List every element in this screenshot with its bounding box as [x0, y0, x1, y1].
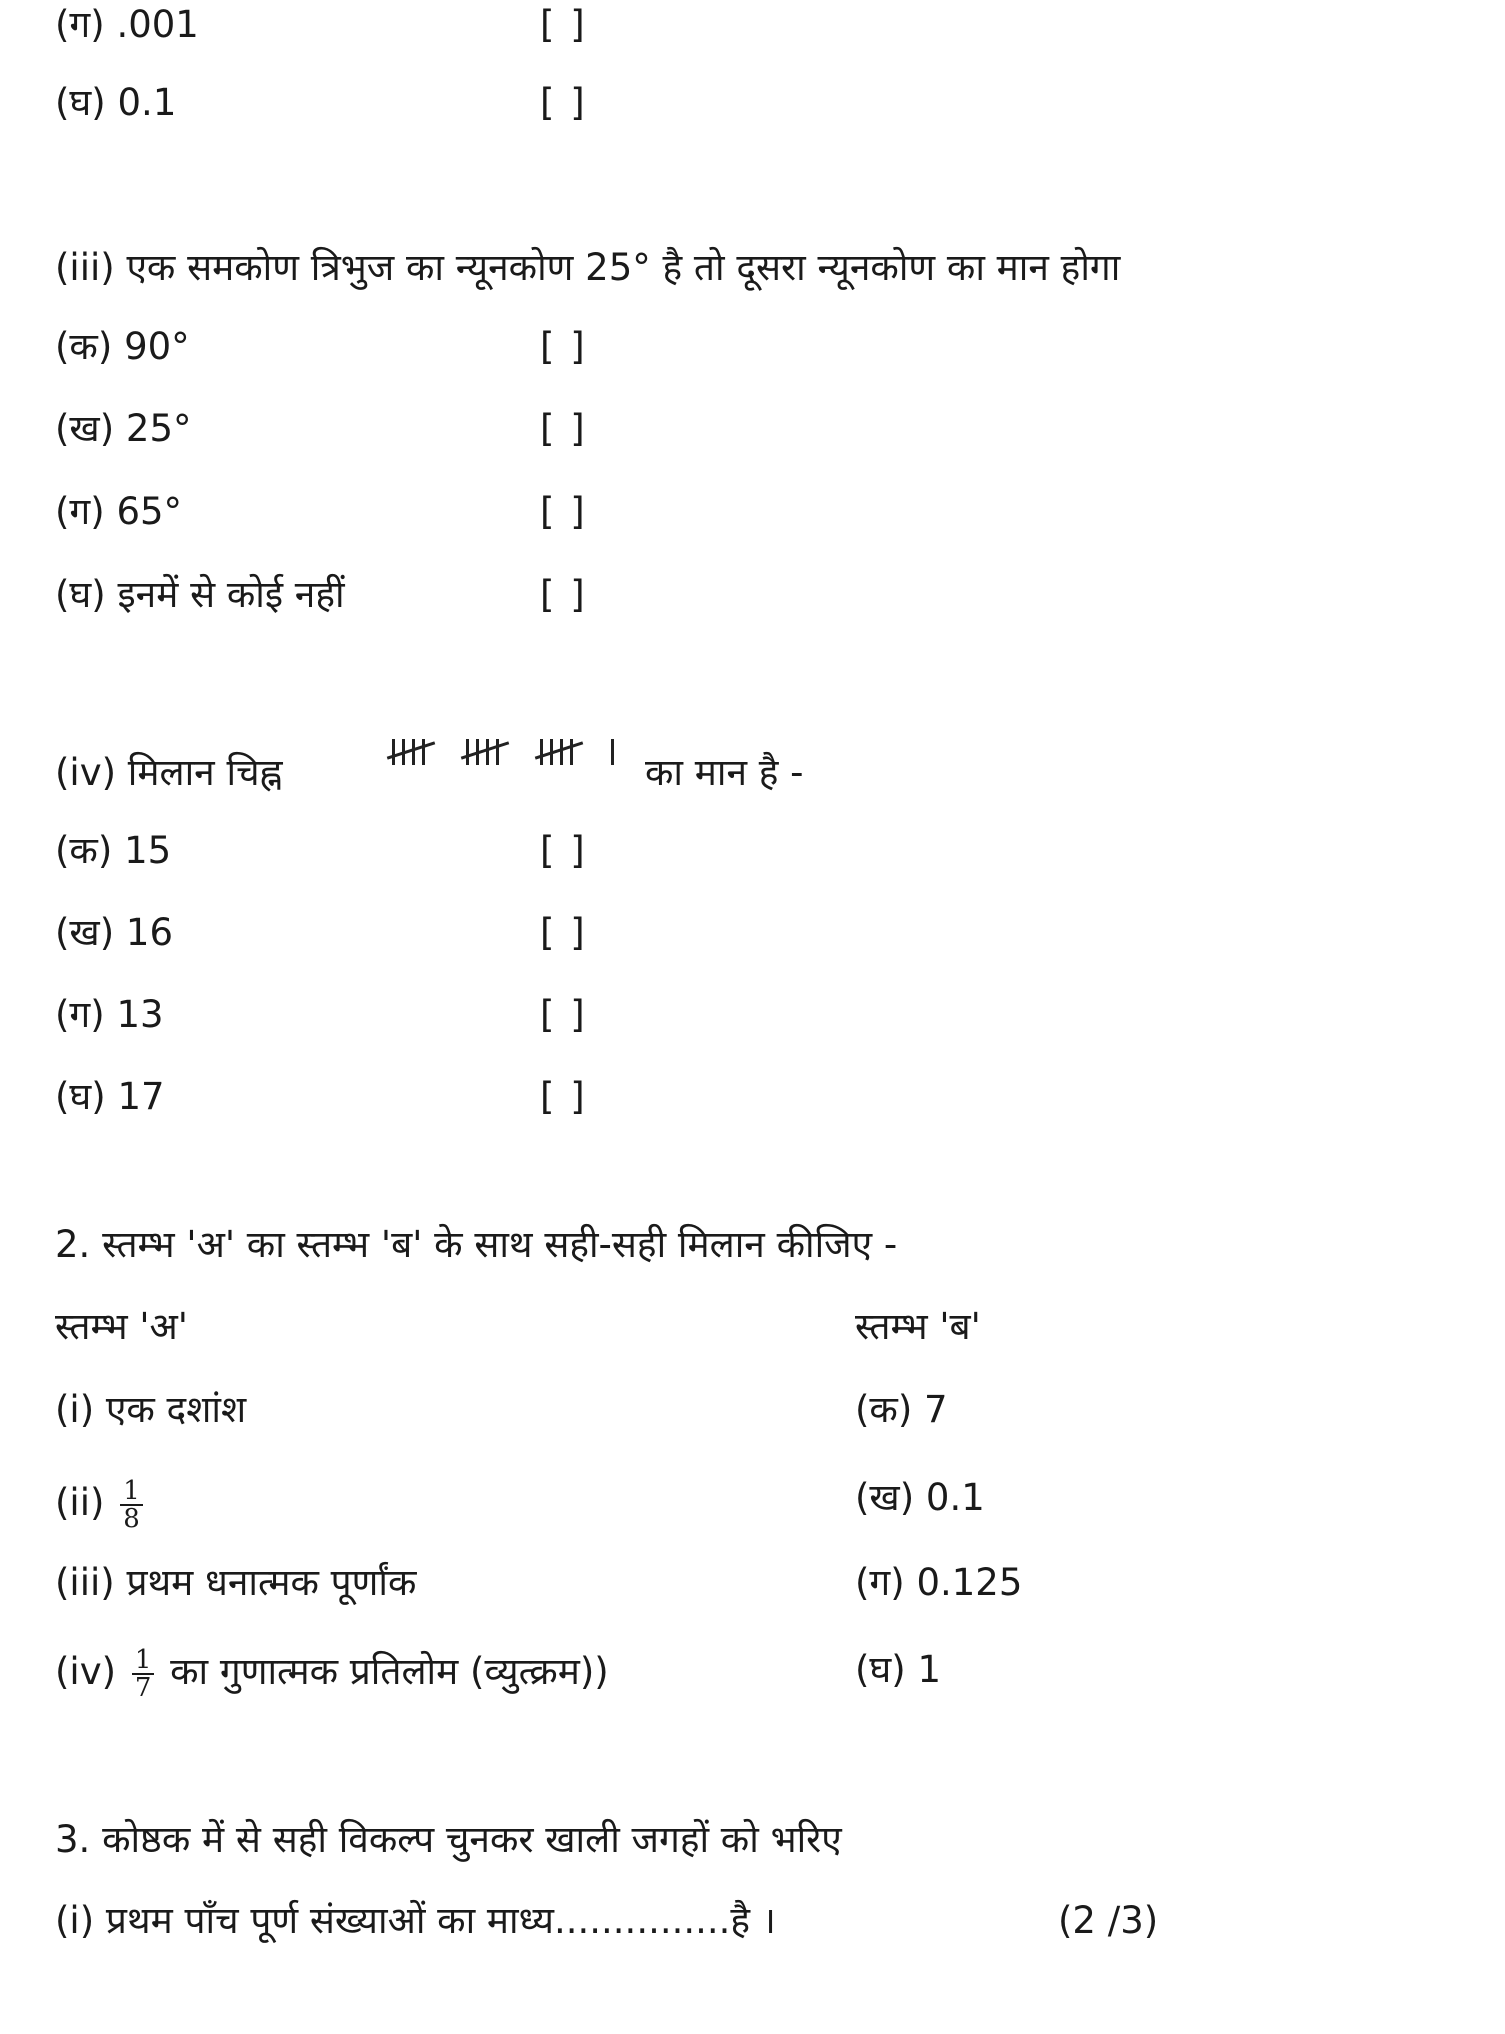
answer-box[interactable]: [ ] [540, 911, 587, 954]
question-3-item-i: (i) प्रथम पाँच पूर्ण संख्याओं का माध्य...............है । [55, 1899, 776, 1942]
answer-box[interactable]: [ ] [540, 3, 587, 46]
column-a-item-i: (i) एक दशांश [55, 1388, 247, 1431]
column-b-item-kha: (ख) 0.1 [855, 1476, 985, 1519]
question-3: 3. कोष्ठक में से सही विकल्प चुनकर खाली जगहों को भरिए [55, 1818, 842, 1861]
question-iv-suffix: का मान है - [645, 751, 804, 794]
tally-group-five [462, 735, 508, 769]
question-2: 2. स्तम्भ 'अ' का स्तम्भ 'ब' के साथ सही-सही मिलान कीजिए - [55, 1223, 898, 1266]
tally-group-five [388, 735, 434, 769]
answer-box[interactable]: [ ] [540, 81, 587, 124]
column-b-item-ka: (क) 7 [855, 1388, 948, 1431]
fraction: $\frac{1}{7}$ [132, 1647, 155, 1701]
column-a-item-iii: (iii) प्रथम धनात्मक पूर्णांक [55, 1561, 417, 1604]
column-a-item-iv: (iv) $\frac{1}{7}$ का गुणात्मक प्रतिलोम (व्युत्क्रम)) [55, 1644, 609, 1703]
option-ka: (क) 15 [55, 829, 172, 872]
answer-box[interactable]: [ ] [540, 407, 587, 450]
column-b-item-gha: (घ) 1 [855, 1648, 942, 1691]
column-b-header: स्तम्भ 'ब' [855, 1305, 981, 1348]
question-iv-prefix: (iv) मिलान चिह्न [55, 751, 283, 794]
option-ga: (ग) .001 [55, 3, 199, 46]
option-gha: (घ) 0.1 [55, 81, 177, 124]
answer-box[interactable]: [ ] [540, 993, 587, 1036]
answer-box[interactable]: [ ] [540, 325, 587, 368]
fraction: $\frac{1}{8}$ [120, 1478, 143, 1532]
tally-group-five [536, 735, 582, 769]
column-a-header: स्तम्भ 'अ' [55, 1305, 188, 1348]
option-kha: (ख) 16 [55, 911, 173, 954]
question-3-item-i-options: (2 /3) [1058, 1899, 1159, 1942]
option-ga: (ग) 13 [55, 993, 164, 1036]
option-ga: (ग) 65° [55, 490, 183, 533]
option-gha: (घ) इनमें से कोई नहीं [55, 573, 345, 616]
tally-marks-figure [388, 735, 616, 775]
answer-box[interactable]: [ ] [540, 829, 587, 872]
answer-box[interactable]: [ ] [540, 573, 587, 616]
column-a-item-ii: (ii) $\frac{1}{8}$ [55, 1473, 147, 1533]
option-kha: (ख) 25° [55, 407, 192, 450]
column-b-item-ga: (ग) 0.125 [855, 1561, 1023, 1604]
answer-box[interactable]: [ ] [540, 490, 587, 533]
option-gha: (घ) 17 [55, 1075, 165, 1118]
question-iii: (iii) एक समकोण त्रिभुज का न्यूनकोण 25° है तो दूसरा न्यूनकोण का मान होगा [55, 246, 1121, 289]
tally-single-mark [610, 735, 616, 769]
answer-box[interactable]: [ ] [540, 1075, 587, 1118]
option-ka: (क) 90° [55, 325, 190, 368]
